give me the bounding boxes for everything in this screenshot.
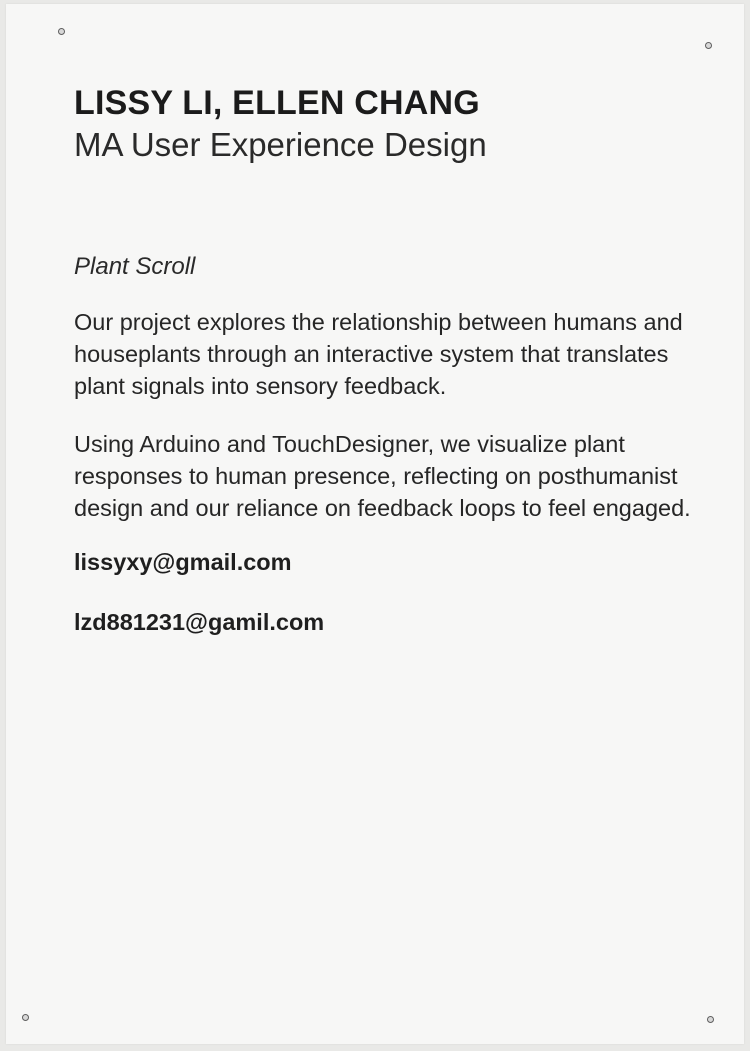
pin-icon bbox=[22, 1014, 29, 1021]
email-1: lissyxy@gmail.com bbox=[74, 549, 292, 575]
description-paragraph-2: Using Arduino and TouchDesigner, we visualize plant responses to human presence, reflecting on posthumanist design and our reliance on feedback loops to feel engaged. bbox=[74, 431, 691, 521]
label-card bbox=[6, 4, 744, 1044]
pin-icon bbox=[707, 1016, 714, 1023]
card-content bbox=[74, 84, 694, 638]
pin-icon bbox=[705, 42, 712, 49]
project-title: Plant Scroll bbox=[74, 253, 196, 280]
author-names: LISSY LI, ELLEN CHANG bbox=[74, 84, 480, 122]
description-paragraph-1: Our project explores the relationship between humans and houseplants through an interactive system that translates plant signals into sensory feedback. bbox=[74, 309, 683, 399]
program-name: MA User Experience Design bbox=[74, 126, 487, 163]
email-2: lzd881231@gamil.com bbox=[74, 609, 325, 635]
pin-icon bbox=[58, 28, 65, 35]
